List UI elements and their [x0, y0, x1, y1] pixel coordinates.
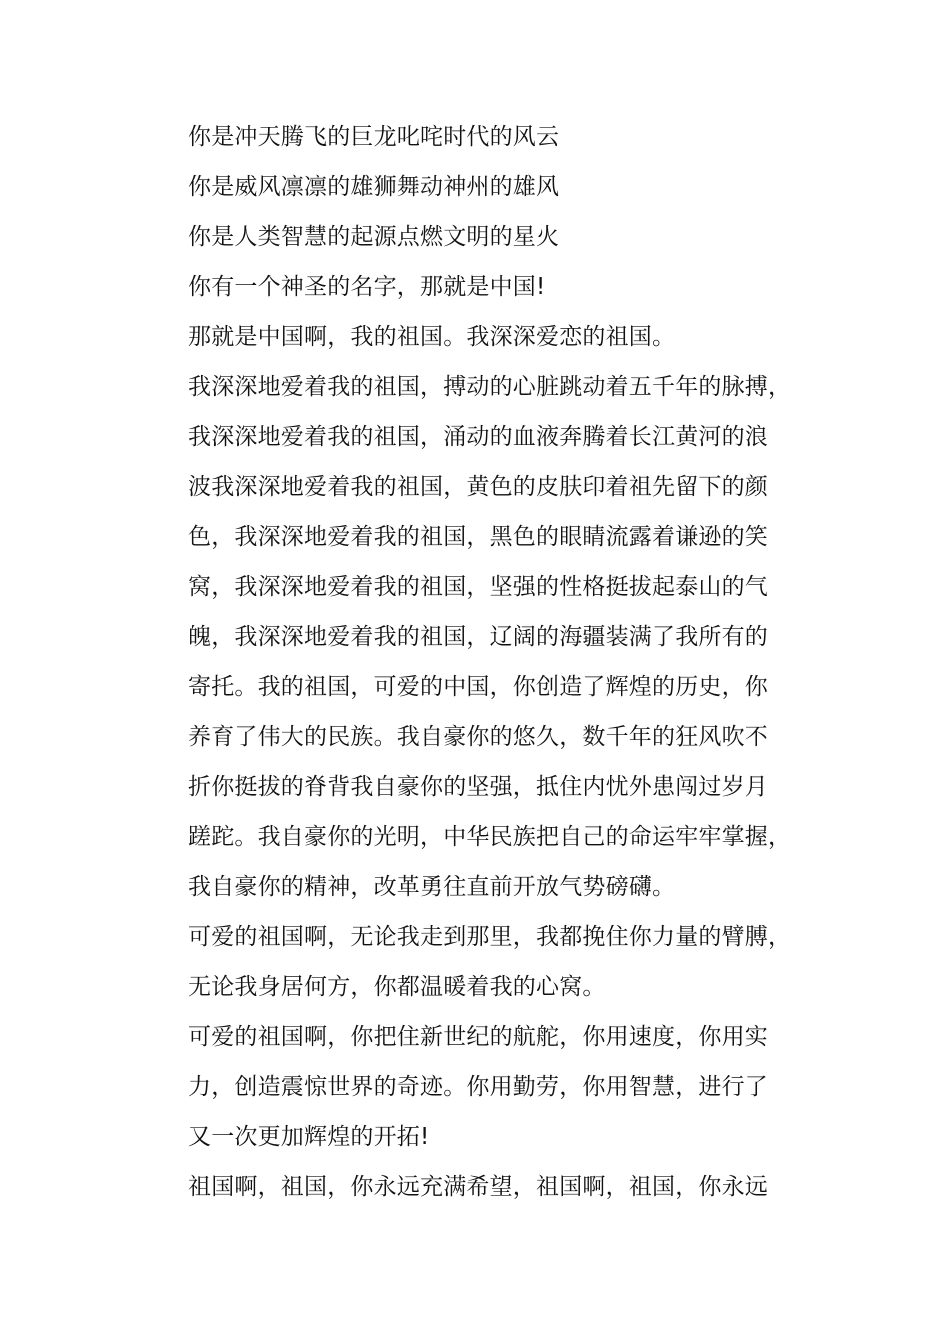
text-line-9: 色，我深深地爱着我的祖国，黑色的眼睛流露着谦逊的笑: [188, 524, 768, 550]
text-line-1: 你是冲天腾飞的巨龙叱咤时代的风云: [188, 124, 560, 150]
text-line-3: 你是人类智慧的起源点燃文明的星火: [188, 224, 560, 250]
text-line-6: 我深深地爱着我的祖国，搏动的心脏跳动着五千年的脉搏，: [188, 374, 792, 400]
text-line-18: 无论我身居何方，你都温暖着我的心窝。: [188, 974, 606, 1000]
text-line-12: 寄托。我的祖国，可爱的中国，你创造了辉煌的历史，你: [188, 674, 768, 700]
text-line-7: 我深深地爱着我的祖国，涌动的血液奔腾着长江黄河的浪: [188, 424, 768, 450]
text-line-21: 又一次更加辉煌的开拓!: [188, 1124, 430, 1150]
text-line-5: 那就是中国啊，我的祖国。我深深爱恋的祖国。: [188, 324, 676, 350]
text-line-16: 我自豪你的精神，改革勇往直前开放气势磅礴。: [188, 874, 676, 900]
text-line-20: 力，创造震惊世界的奇迹。你用勤劳，你用智慧，进行了: [188, 1074, 768, 1100]
text-line-11: 魄，我深深地爱着我的祖国，辽阔的海疆装满了我所有的: [188, 624, 768, 650]
text-line-22: 祖国啊，祖国，你永远充满希望，祖国啊，祖国，你永远: [188, 1174, 768, 1200]
text-line-19: 可爱的祖国啊，你把住新世纪的航舵，你用速度，你用实: [188, 1024, 768, 1050]
text-line-14: 折你挺拔的脊背我自豪你的坚强，抵住内忧外患闯过岁月: [188, 774, 768, 800]
text-line-8: 波我深深地爱着我的祖国，黄色的皮肤印着祖先留下的颜: [188, 474, 768, 500]
poem-text: [188, 112, 818, 1212]
text-line-15: 蹉跎。我自豪你的光明，中华民族把自己的命运牢牢掌握，: [188, 824, 792, 850]
text-line-10: 窝，我深深地爱着我的祖国，坚强的性格挺拔起泰山的气: [188, 574, 768, 600]
text-line-13: 养育了伟大的民族。我自豪你的悠久，数千年的狂风吹不: [188, 724, 768, 750]
text-line-4: 你有一个神圣的名字，那就是中国!: [188, 274, 546, 300]
text-line-2: 你是威风凛凛的雄狮舞动神州的雄风: [188, 174, 560, 200]
text-line-17: 可爱的祖国啊，无论我走到那里，我都挽住你力量的臂膊，: [188, 924, 792, 950]
